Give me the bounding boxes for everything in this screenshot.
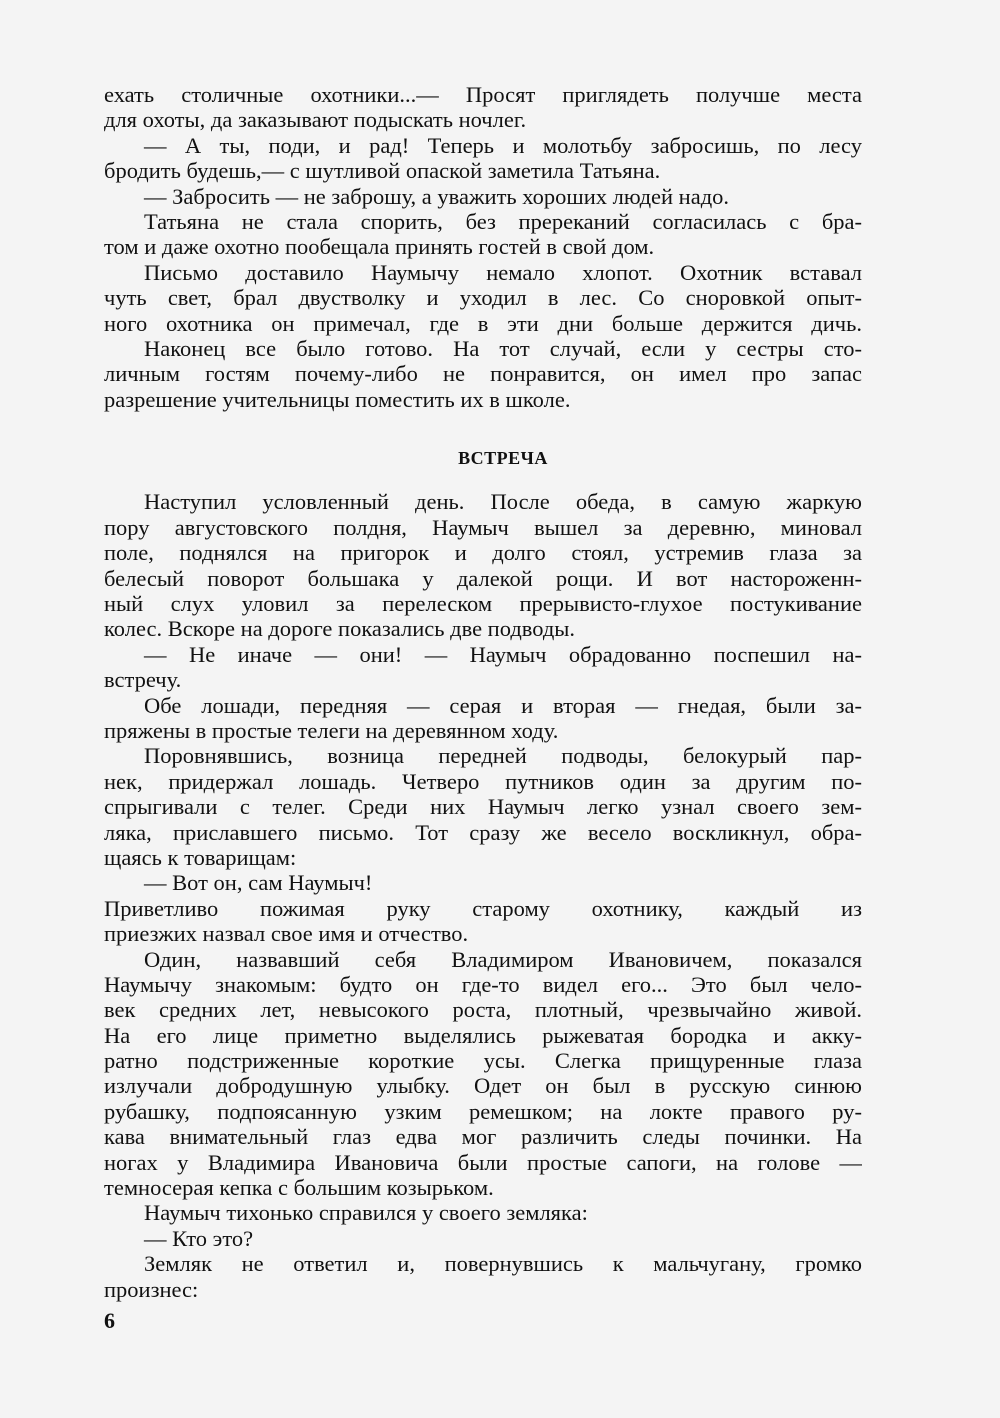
text-line: ногах у Владимира Ивановича были простые сапоги, на голове — (104, 1149, 862, 1175)
page-number: 6 (104, 1308, 115, 1333)
text-line: — Кто это? (144, 1225, 254, 1251)
text-line: — Вот он, сам Наумыч! (144, 870, 373, 896)
text-line: произнес: (104, 1276, 199, 1302)
text-line: — Не иначе — они! — Наумыч обрадованно поспешил на- (144, 641, 862, 667)
text-line: чуть свет, брал двустволку и уходил в лес. Со сноровкой опыт- (104, 285, 862, 311)
text-line: Письмо доставило Наумычу немало хлопот. Охотник вставал (144, 259, 862, 285)
text-line: — А ты, поди, и рад! Теперь и молотьбу забросишь, по лесу (144, 132, 862, 158)
text-line: пряжены в простые телеги на деревянном ходу. (104, 717, 559, 743)
text-line: ехать столичные охотники...— Просят приглядеть получше места (104, 82, 862, 107)
text-line: разрешение учительницы поместить их в школе. (104, 386, 571, 412)
text-line: встречу. (104, 667, 182, 693)
text-line: колес. Вскоре на дороге показались две подводы. (104, 616, 576, 642)
text-line: излучали добродушную улыбку. Одет он был в русскую синюю (104, 1073, 862, 1099)
text-line: бродить будешь,— с шутливой опаской заметила Татьяна. (104, 158, 661, 184)
text-line: рубашку, подпоясанную узким ремешком; на локте правого ру- (104, 1098, 862, 1124)
text-line: Земляк не ответил и, повернувшись к мальчугану, громко (144, 1251, 862, 1277)
text-line: Наконец все было готово. На тот случай, если у сестры сто- (144, 335, 862, 361)
text-line: На его лице приметно выделялись рыжеватая бородка и акку- (104, 1022, 862, 1048)
text-line: щаясь к товарищам: (104, 844, 297, 870)
section-after (104, 489, 862, 1302)
text-line: Обе лошади, передняя — серая и вторая — гнедая, были за- (144, 692, 862, 718)
text-line: пору августовского полдня, Наумыч вышел за деревню, миновал (104, 514, 862, 540)
text-line: приезжих назвал свое имя и отчество. (104, 921, 469, 947)
text-line: Наумыч тихонько справился у своего земляка: (144, 1200, 588, 1226)
text-line: век средних лет, невысокого роста, плотный, чрезвычайно живой. (104, 997, 862, 1023)
page-text (104, 82, 862, 1302)
text-line: Поровнявшись, возница передней подводы, белокурый пар- (144, 743, 862, 769)
text-line: для охоты, да заказывают подыскать ночлег. (104, 107, 527, 133)
section-before (104, 82, 862, 412)
text-line: ного охотника он примечал, где в эти дни больше держится дичь. (104, 310, 862, 336)
text-line: Приветливо пожимая руку старому охотнику, каждый из (104, 895, 862, 921)
text-line: ратно подстриженные короткие усы. Слегка прищуренные глаза (104, 1048, 862, 1074)
text-line: белесый поворот большака у далекой рощи. И вот настороженн- (104, 565, 862, 591)
text-line: Наступил условленный день. После обеда, в самую жаркую (144, 489, 862, 515)
text-line: личным гостям почему-либо не понравится, он имел про запас (104, 361, 862, 387)
text-line: Татьяна не стала спорить, без пререканий согласилась с бра- (144, 208, 862, 234)
text-line: ляка, приславшего письмо. Тот сразу же весело воскликнул, обра- (104, 819, 862, 845)
text-line: кава внимательный глаз едва мог различить следы починки. На (104, 1124, 862, 1150)
text-line: поле, поднялся на пригорок и долго стоял, устремив глаза за (104, 540, 862, 566)
text-line: спрыгивали с телег. Среди них Наумыч легко узнал своего зем- (104, 794, 862, 820)
text-line: нек, придержал лошадь. Четверо путников один за другим по- (104, 768, 862, 794)
text-line: темносерая кепка с большим козырьком. (104, 1175, 494, 1201)
text-line: том и даже охотно пообещала принять гостей в свой дом. (104, 234, 655, 260)
text-line: Один, назвавший себя Владимиром Ивановичем, показался (144, 946, 862, 972)
text-line: ный слух уловил за перелеском прерывисто-глухое постукивание (104, 591, 862, 617)
section-heading: ВСТРЕЧА (458, 448, 548, 469)
text-line: Наумычу знакомым: будто он где-то видел его... Это был чело- (104, 971, 862, 997)
text-line: — Забросить — не заброшу, а уважить хороших людей надо. (144, 183, 730, 209)
